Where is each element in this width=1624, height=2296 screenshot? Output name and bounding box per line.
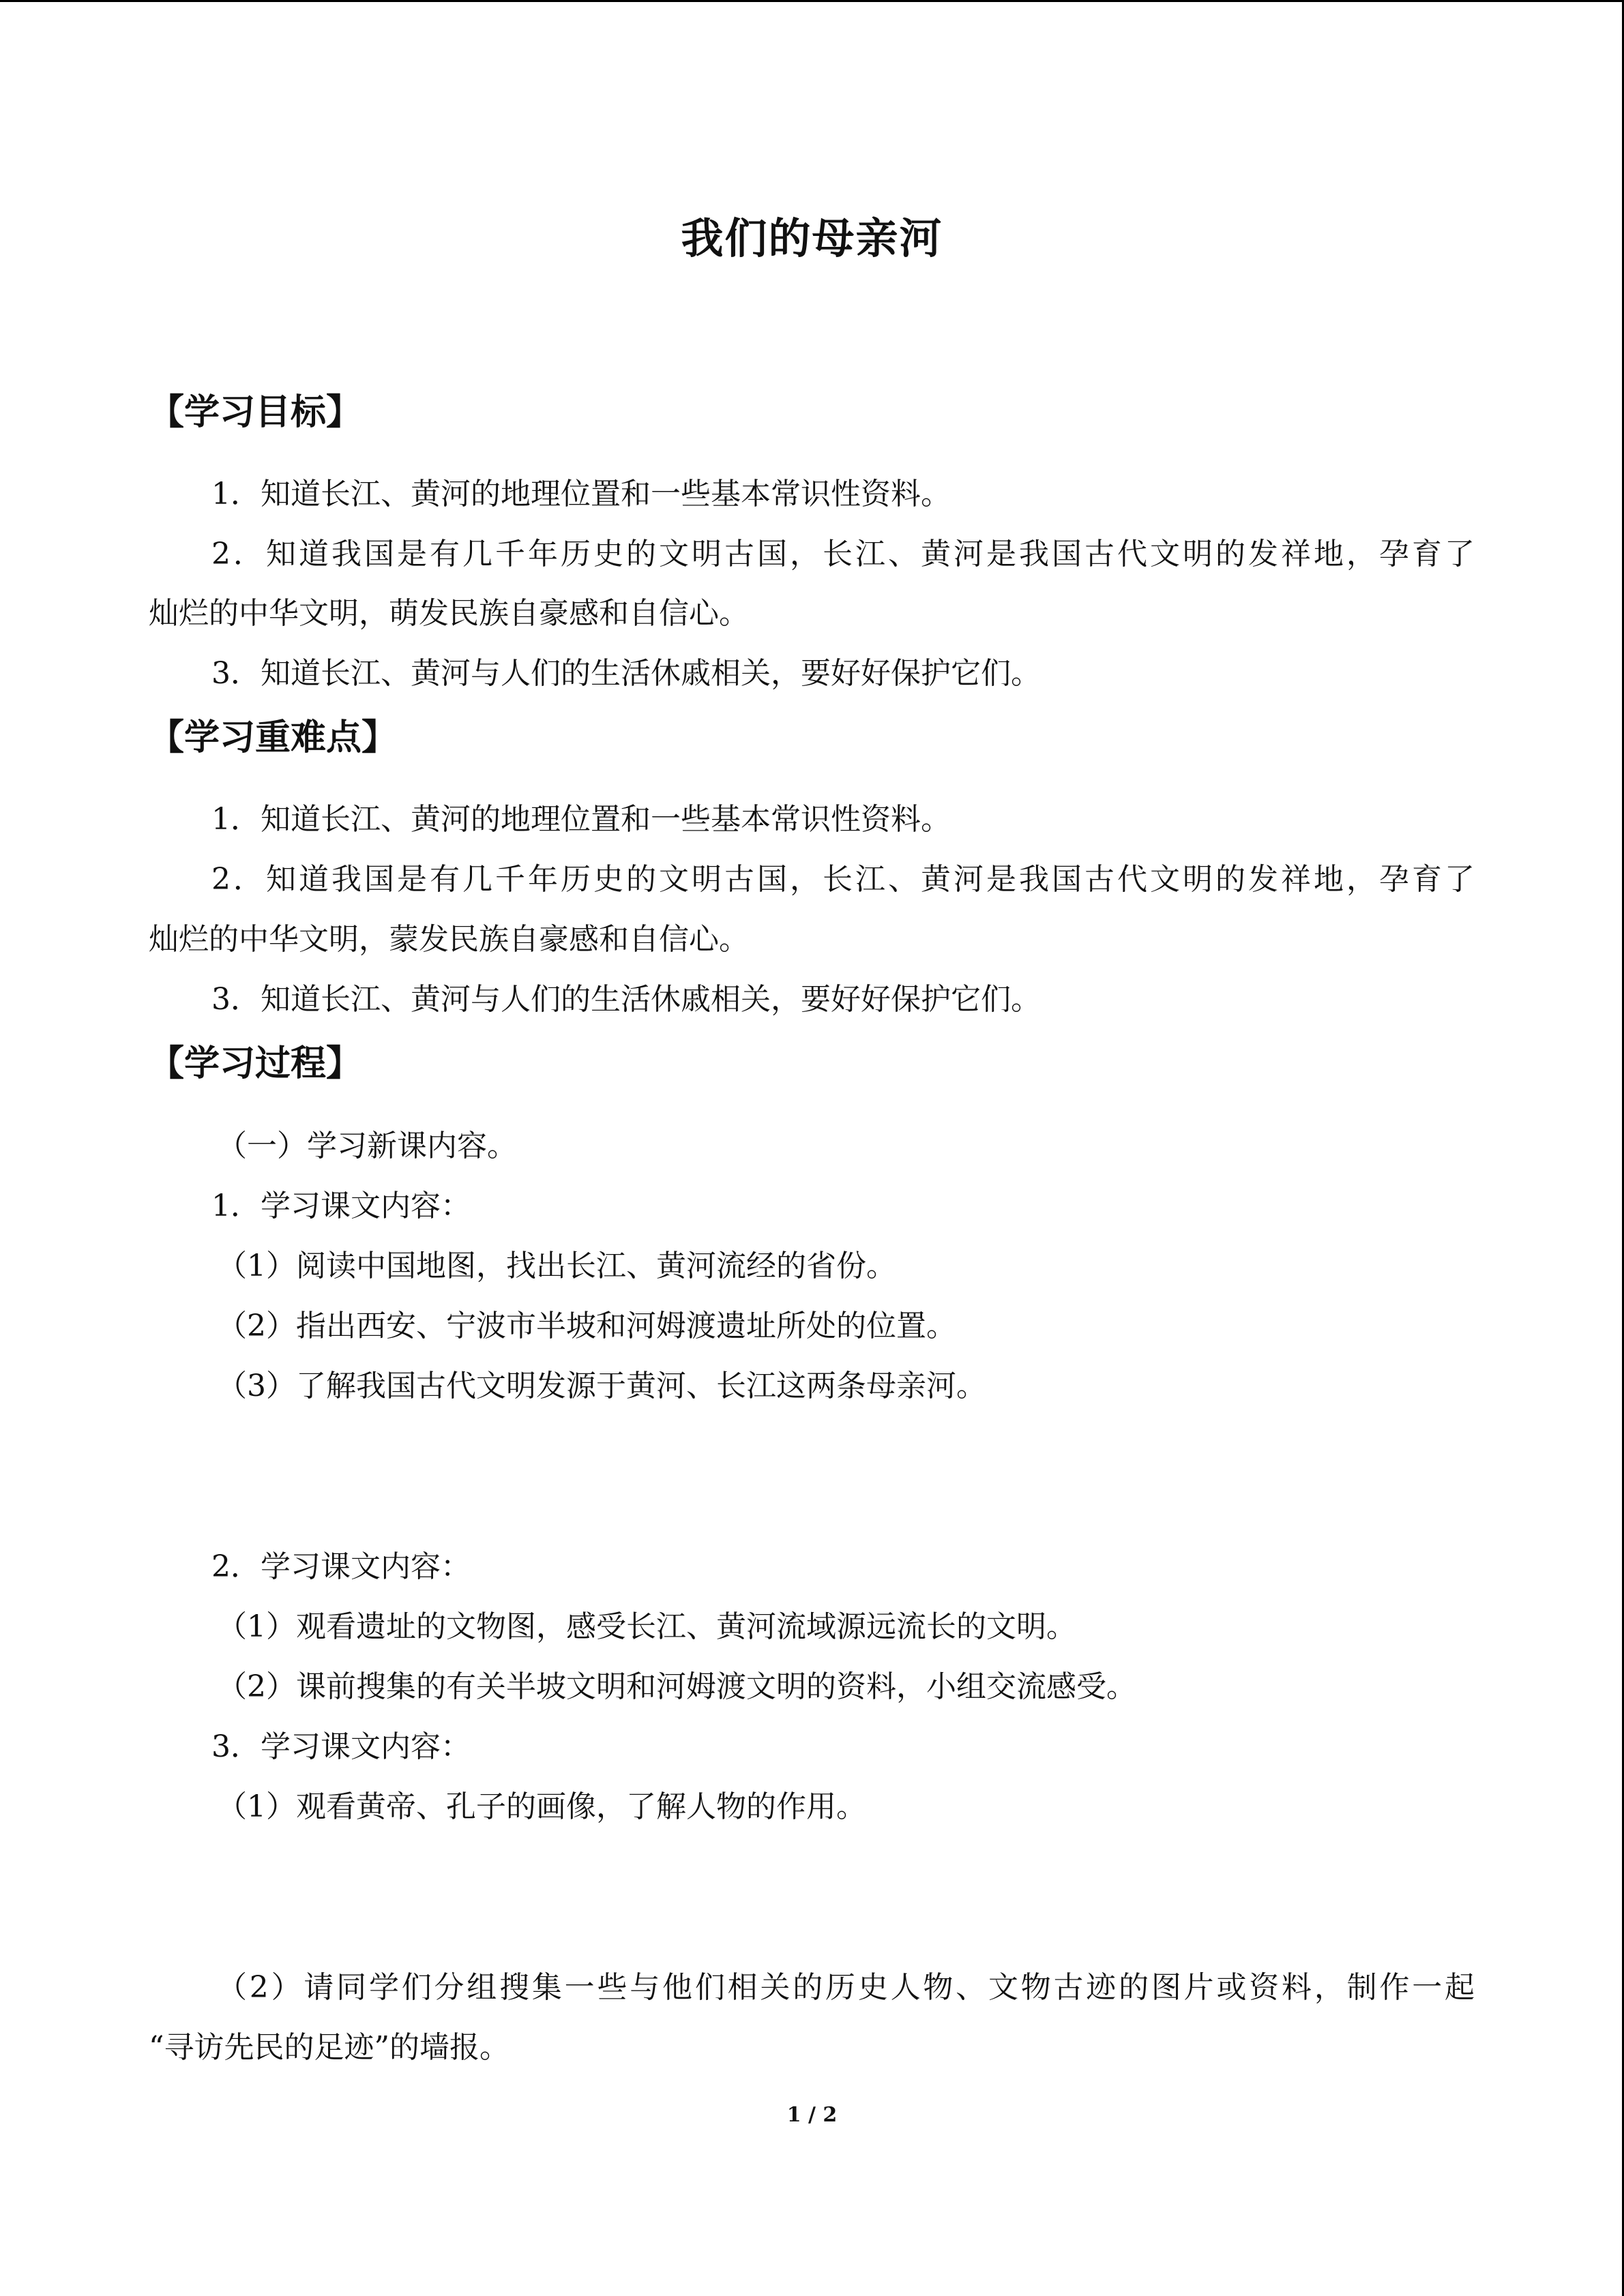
process-part-1-step-2: （2）指出西安、宁波市半坡和河姆渡遗址所处的位置。 <box>217 1309 956 1343</box>
page-number: 1 / 2 <box>786 2103 838 2127</box>
process-part-3-step-1: （1）观看黄帝、孔子的画像，了解人物的作用。 <box>217 1789 866 1824</box>
process-part-3-title: 3．学习课文内容： <box>211 1729 471 1764</box>
section-heading-goals: 【学习目标】 <box>149 392 362 433</box>
document-title: 我们的母亲河 <box>681 213 943 263</box>
process-part-1-title: 1．学习课文内容： <box>211 1189 471 1223</box>
process-part-2-step-1: （1）观看遗址的文物图，感受长江、黄河流域源远流长的文明。 <box>217 1609 1076 1644</box>
key-points-item-1: 1．知道长江、黄河的地理位置和一些基本常识性资料。 <box>211 802 951 837</box>
goals-item-2-line-1: 2．知道我国是有几千年历史的文明古国，长江、黄河是我国古代文明的发祥地，孕育了 <box>211 537 1475 571</box>
process-part-1-step-3: （3）了解我国古代文明发源于黄河、长江这两条母亲河。 <box>217 1369 986 1403</box>
section-heading-key-points: 【学习重难点】 <box>149 717 398 758</box>
key-points-item-2-line-2: 灿烂的中华文明，蒙发民族自豪感和自信心。 <box>149 922 749 957</box>
process-part-2-title: 2．学习课文内容： <box>211 1549 471 1584</box>
process-part-3-step-2-line-1: （2）请同学们分组搜集一些与他们相关的历史人物、文物古迹的图片或资料，制作一起 <box>217 1970 1475 2005</box>
process-intro: （一）学习新课内容。 <box>217 1129 517 1163</box>
process-part-3-step-2-line-2: “寻访先民的足迹”的墙报。 <box>149 2030 510 2065</box>
key-points-item-3: 3．知道长江、黄河与人们的生活休戚相关，要好好保护它们。 <box>211 982 1041 1017</box>
key-points-item-2-line-1: 2．知道我国是有几千年历史的文明古国，长江、黄河是我国古代文明的发祥地，孕育了 <box>211 862 1475 897</box>
goals-item-1: 1．知道长江、黄河的地理位置和一些基本常识性资料。 <box>211 477 951 511</box>
goals-item-3: 3．知道长江、黄河与人们的生活休戚相关，要好好保护它们。 <box>211 656 1041 691</box>
section-heading-process: 【学习过程】 <box>149 1043 362 1084</box>
process-part-2-step-2: （2）课前搜集的有关半坡文明和河姆渡文明的资料，小组交流感受。 <box>217 1669 1136 1704</box>
goals-item-2-line-2: 灿烂的中华文明，萌发民族自豪感和自信心。 <box>149 596 749 631</box>
process-part-1-step-1: （1）阅读中国地图，找出长江、黄河流经的省份。 <box>217 1249 896 1283</box>
